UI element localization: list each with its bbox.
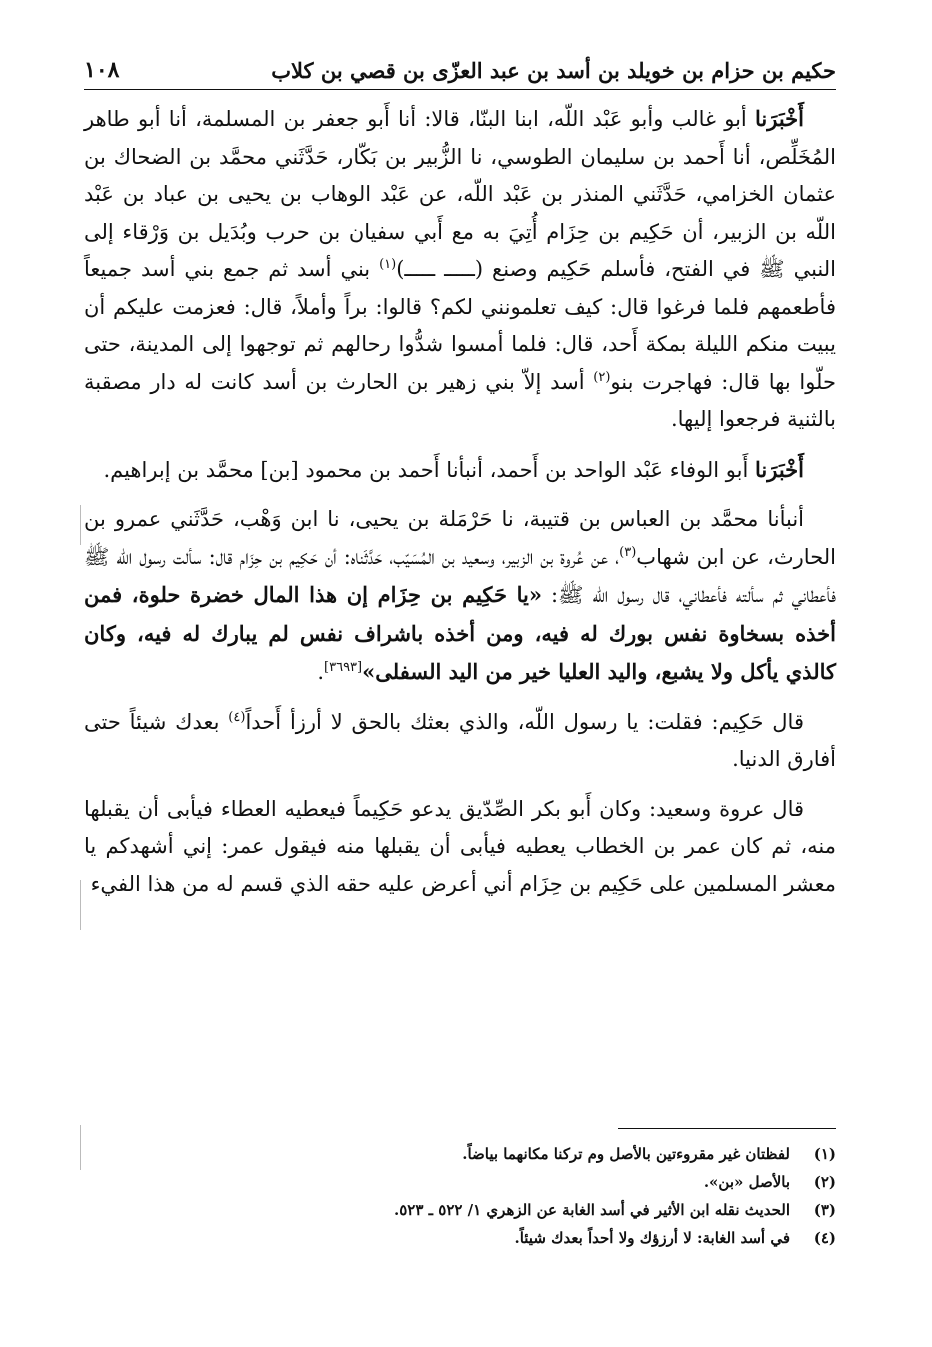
footnote-ref-2: (٢) [593,369,611,385]
footnote-text: بالأصل «بن». [703,1173,790,1191]
paragraph-lead: أَخْبَرَنا [755,456,804,482]
main-text [84,100,836,903]
paragraph-text: أسد إلاّ بني زهير بن الحارث بن أسد كانت له دار مصقبة بالثنية فرجعوا إليها. [84,369,836,431]
hadith-number: [٣٦٩٣] [324,660,363,675]
scan-margin-mark [80,505,81,545]
footnote-text: في أسد الغابة: لا أرزؤك ولا أحداً بعدك شيئاً. [514,1229,790,1247]
running-header [84,56,836,90]
footnote-divider [618,1128,836,1129]
footnotes [84,1140,836,1252]
footnote-number: (٣) [813,1201,836,1219]
footnote-text: الحديث نقله ابن الأثير في أسد الغابة عن الزهري ١/ ٥٢٢ ـ ٥٢٣. [394,1201,790,1219]
header-title: حكيم بن حزام بن خويلد بن أسد بن عبد العزّى بن قصي بن كلاب [271,58,836,83]
footnote-item [84,1168,836,1196]
footnote-number: (٤) [813,1229,836,1247]
paragraph-text: أَبو الوفاء عَبْد الواحد بن أَحمد، أنبأنا أَحمد بن محمود [بن] محمَّد بن إبراهيم. [103,457,756,482]
footnote-ref-1: (١) [379,257,397,272]
paragraph-2 [84,451,836,490]
paragraph-text: بعدك شيئاً حتى أفارق الدنيا. [84,709,836,771]
footnote-number: (٢) [813,1173,836,1191]
paragraph-text: ، عن عُروة بن الزبير، وسعيد بن المُسَيّب، حَدَّثَناه: أن حَكِيم بن حِزَام قال: سألت رسول اللّه ﷺ فأعطاني ثم سألته فأعطاني، قال رسول اللّه ﷺ: [84,544,836,607]
paragraph-text: بني أسد ثم جمع بني أسد جميعاً فأطعمهم فلما فرغوا قال: كيف تعلمونني لكم؟ قالوا: براً وأملاً، قال: فعزمت عليكم أن يبيت منكم الليلة بمكة أَحد، قال: فلما أمسوا شدُّوا رحالهم ثم توجهوا إلى المدينة، حتى حلّوا بها قال: فهاجرت بنو [84,257,836,394]
paragraph-lead: أَخْبَرَنا [755,106,804,131]
paragraph-text: أنبأنا محمَّد بن العباس بن قتيبة، نا حَرْمَلة بن يحيى، نا ابن وَهْب، حَدَّثَني عمرو بن الحارث، عن ابن شهاب [84,507,836,569]
footnote-ref-4: (٤) [228,709,246,725]
paragraph-text: قال حَكِيم: فقلت: يا رسول اللّه، والذي بعثك بالحق لا أرزأ أَحداً [245,709,804,734]
paragraph-4 [84,704,836,779]
footnote-text: لفظتان غير مقروءتين بالأصل وم تركنا مكانهما بياضاً. [462,1145,790,1163]
paragraph-1 [84,100,836,439]
scan-margin-mark [80,880,81,930]
scan-margin-mark [80,1125,81,1170]
page-number: ١٠٨ [84,57,120,83]
paragraph-text: أبو غالب وأبو عَبْد اللّه، ابنا البنّا، قالا: أنا أَبو جعفر بن المسلمة، أنا أبو طاهر المُخَلِّص، أنا أَحمد بن سليمان الطوسي، نا الزُّبير بن بَكّار، حَدَّثَني محمَّد بن الضحاك بن عثمان الخزامي، حَدَّثَني المنذر بن عَبْد اللّه، عن عَبْد الوهاب بن يحيى بن عباد بن عَبْد اللّه بن الزبير، أن حَكِيم بن حِزَام أُتِيَ به مع أَبي سفيان بن حرب وبُدَيل بن وَرْقاء إلى النبي ﷺ في الفتح، فأسلم حَكِيم وصنع (ـــــ ـــــ) [84,107,836,281]
footnote-item [84,1140,836,1168]
footnote-item [84,1196,836,1224]
footnote-number: (١) [813,1145,836,1163]
footnote-item [84,1224,836,1252]
footnote-ref-3: (٣) [619,544,637,560]
paragraph-text: . [317,660,325,684]
paragraph-3 [84,501,836,692]
hadith-quote: «يا حَكِيم بن حِزَام إن هذا المال خضرة حلوة، فمن أخذه بسخاوة نفس بورك له فيه، ومن أخذه باشراف نفس لم يبارك له فيه، وكان كالذي يأكل ولا يشبع، واليد العليا خير من اليد السفلى» [84,582,836,684]
paragraph-5 [84,791,836,904]
paragraph-text: قال عروة وسعيد: وكان أَبو بكر الصِّدّيق يدعو حَكِيماً فيعطيه العطاء فيأبى أن يقبلها منه، ثم كان عمر بن الخطاب يعطيه فيأبى أن يقبلها منه فيقول عمر: إني أشهدكم يا معشر المسلمين على حَكِيم بن حِزَام أني أعرض عليه حقه الذي قسم له من هذا الفيء [84,796,836,896]
